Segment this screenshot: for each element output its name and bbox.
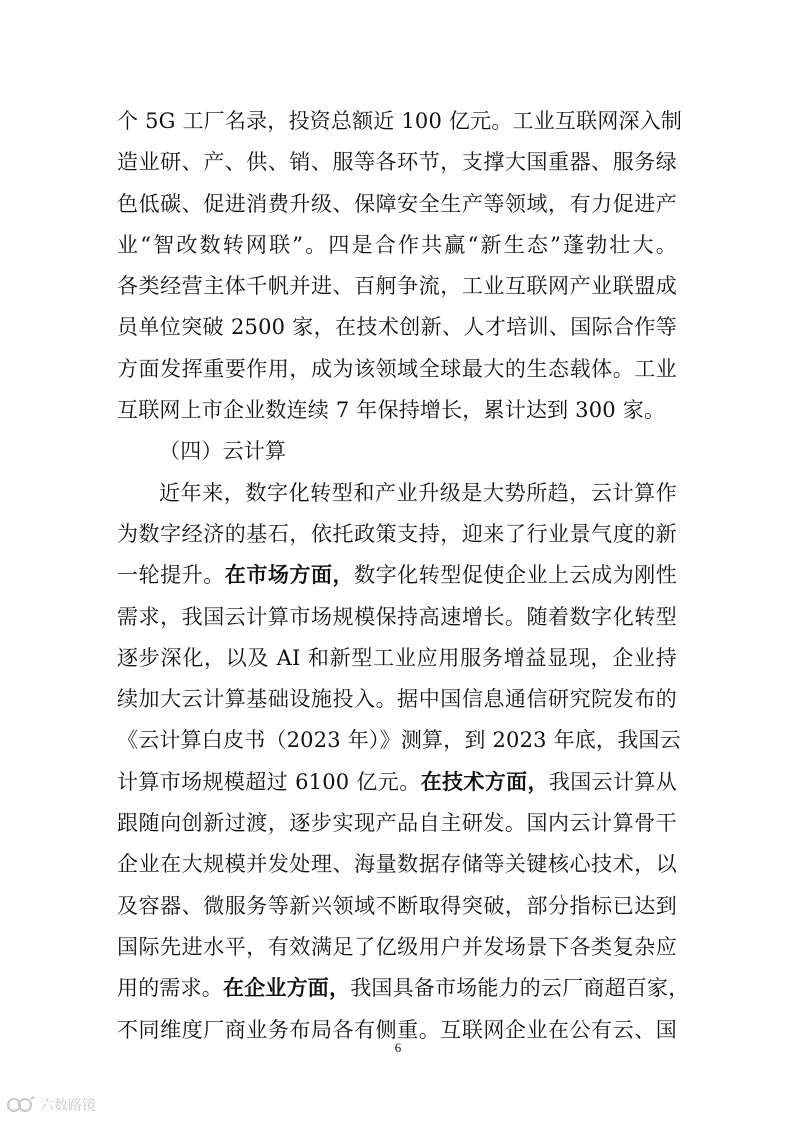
- text-line: 国际先进水平，有效满足了亿级用户并发场景下各类复杂应: [117, 934, 677, 959]
- text-span: 数字化转型促使企业上云成为刚性: [354, 563, 678, 588]
- body-text: [117, 101, 690, 1051]
- text-line: 不同维度厂商业务布局各有侧重。互联网企业在公有云、国: [117, 1017, 677, 1042]
- text-line: 为数字经济的基石，依托政策支持，迎来了行业景气度的新: [117, 521, 677, 546]
- text-line: 方面发挥重要作用，成为该领域全球最大的生态载体。工业: [117, 356, 677, 381]
- text-line: 近年来，数字化转型和产业升级是大势所趋，云计算作: [159, 480, 677, 505]
- text-span: 一轮提升。: [117, 563, 225, 588]
- bold-lead-in: 在企业方面，: [223, 976, 351, 1001]
- page-number: 6: [394, 1040, 402, 1055]
- bold-lead-in: 在技术方面，: [420, 769, 549, 794]
- text-line: 各类经营主体千帆并进、百舸争流，工业互联网产业联盟成: [117, 274, 677, 299]
- text-span: 我国云计算从: [548, 769, 678, 794]
- section-heading: （四）云计算: [159, 439, 287, 464]
- text-span: 计算市场规模超过 6100 亿元。: [117, 769, 421, 794]
- bold-lead-in: 在市场方面，: [224, 563, 355, 588]
- text-line: 色低碳、促进消费升级、保障安全生产等领域，有力促进产: [117, 191, 677, 216]
- text-line: 需求，我国云计算市场规模保持高速增长。随着数字化转型: [117, 604, 677, 629]
- text-line: 员单位突破 2500 家，在技术创新、人才培训、国际合作等: [117, 315, 677, 340]
- text-line: 及容器、微服务等新兴领域不断取得突破，部分指标已达到: [117, 893, 677, 918]
- text-line: 逐步深化，以及 AI 和新型工业应用服务增益显现，企业持: [117, 645, 677, 670]
- text-line: 造业研、产、供、销、服等各环节，支撑大国重器、服务绿: [117, 150, 677, 175]
- text-span: 我国具备市场能力的云厂商超百家，: [350, 976, 690, 1001]
- text-line: 个 5G 工厂名录，投资总额近 100 亿元。工业互联网深入制: [117, 109, 683, 133]
- text-line: 互联网上市企业数连续 7 年保持增长，累计达到 300 家。: [117, 398, 666, 423]
- text-line: 《云计算白皮书（2023 年）》测算，到 2023 年底，我国云: [117, 728, 681, 753]
- text-line: [117, 762, 677, 803]
- text-line: [117, 968, 690, 1009]
- text-line: 企业在大规模并发处理、海量数据存储等关键核心技术，以: [117, 852, 677, 877]
- watermark-logo-icon: [6, 1095, 36, 1115]
- watermark: [6, 1095, 96, 1115]
- text-line: 业“智改数转网联”。四是合作共赢“新生态”蓬勃壮大。: [117, 232, 677, 257]
- text-span: 用的需求。: [117, 976, 223, 1001]
- text-line: 续加大云计算基础设施投入。据中国信息通信研究院发布的: [117, 687, 677, 712]
- watermark-text: 六数路镜: [40, 1098, 96, 1114]
- text-line: [117, 555, 677, 596]
- text-line: 跟随向创新过渡，逐步实现产品自主研发。国内云计算骨干: [117, 811, 677, 836]
